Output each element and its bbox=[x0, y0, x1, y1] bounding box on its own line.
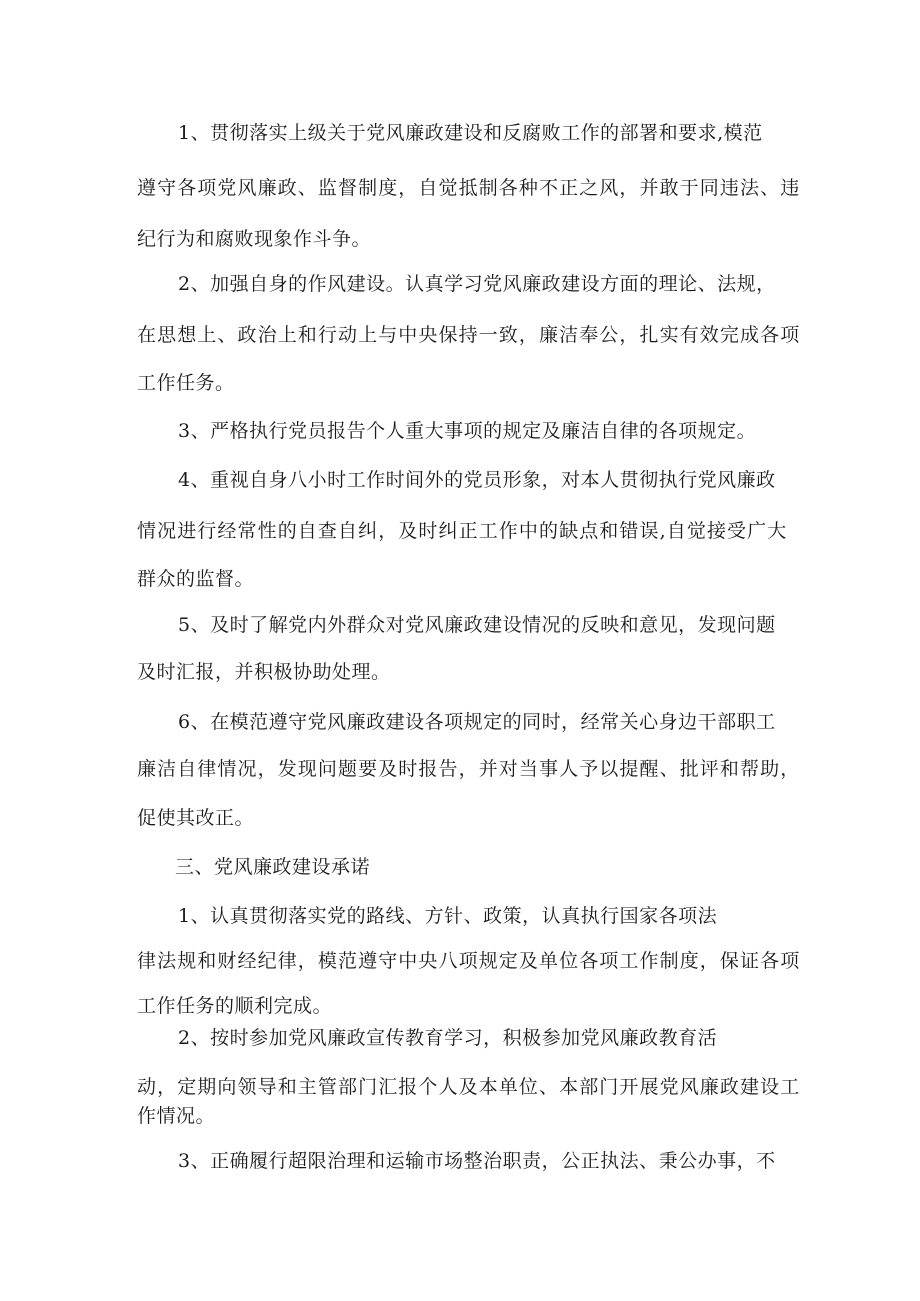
paragraph-4-line-3: 群众的监督。 bbox=[137, 568, 255, 590]
paragraph-5-line-2: 及时汇报，并积极协助处理。 bbox=[137, 661, 391, 683]
paragraph-1-line-2: 遵守各项党风廉政、监督制度，自觉抵制各种不正之风，并敢于同违法、违 bbox=[137, 177, 801, 199]
paragraph-1-line-3: 纪行为和腐败现象作斗争。 bbox=[137, 228, 372, 250]
commitment-1-line-2: 律法规和财经纪律，模范遵守中央八项规定及单位各项工作制度，保证各项 bbox=[137, 950, 801, 972]
paragraph-1-line-1: 1、贯彻落实上级关于党风廉政建设和反腐败工作的部署和要求,模范 bbox=[178, 122, 763, 144]
paragraph-4-line-2: 情况进行经常性的自查自纠，及时纠正工作中的缺点和错误,自觉接受广大 bbox=[137, 520, 788, 542]
commitment-2-line-1: 2、按时参加党风廉政宣传教育学习，积极参加党风廉政教育活 bbox=[178, 1027, 718, 1049]
section-heading: 三、党风廉政建设承诺 bbox=[175, 856, 371, 878]
paragraph-6-line-3: 促使其改正。 bbox=[137, 807, 255, 829]
paragraph-2-line-1: 2、加强自身的作风建设。认真学习党风廉政建设方面的理论、法规， bbox=[178, 273, 776, 295]
paragraph-6-line-1: 6、在模范遵守党风廉政建设各项规定的同时，经常关心身边干部职工 bbox=[178, 711, 776, 733]
commitment-1-line-3: 工作任务的顺利完成。 bbox=[137, 995, 333, 1017]
paragraph-2-line-2: 在思想上、政治上和行动上与中央保持一致，廉洁奉公，扎实有效完成各项 bbox=[137, 324, 801, 346]
paragraph-4-line-1: 4、重视自身八小时工作时间外的党员形象，对本人贯彻执行党风廉政 bbox=[178, 469, 776, 491]
commitment-3-line-1: 3、正确履行超限治理和运输市场整治职责，公正执法、秉公办事，不 bbox=[178, 1150, 776, 1172]
commitment-2-line-2: 动，定期向领导和主管部门汇报个人及本单位、本部门开展党风廉政建设工 bbox=[137, 1076, 801, 1098]
paragraph-3-line-1: 3、严格执行党员报告个人重大事项的规定及廉洁自律的各项规定。 bbox=[178, 420, 757, 442]
paragraph-5-line-1: 5、及时了解党内外群众对党风廉政建设情况的反映和意见，发现问题 bbox=[178, 614, 776, 636]
paragraph-2-line-3: 工作任务。 bbox=[137, 372, 235, 394]
paragraph-6-line-2: 廉洁自律情况，发现问题要及时报告，并对当事人予以提醒、批评和帮助， bbox=[137, 758, 801, 780]
commitment-1-line-1: 1、认真贯彻落实党的路线、方针、政策，认真执行国家各项法 bbox=[178, 905, 718, 927]
commitment-2-line-3: 作情况。 bbox=[137, 1105, 216, 1127]
